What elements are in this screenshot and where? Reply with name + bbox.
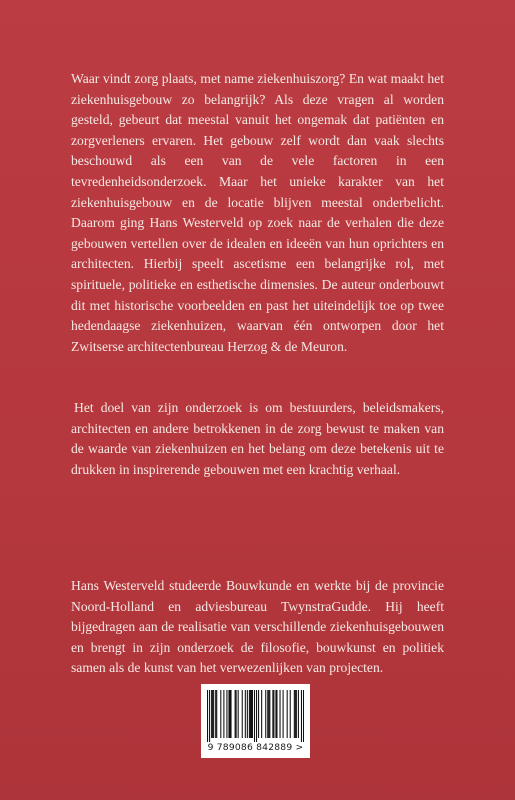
barcode-bar <box>279 690 280 738</box>
isbn-barcode <box>201 684 310 758</box>
barcode-bar <box>247 690 248 738</box>
blurb-paragraph-2: Het doel van zijn onderzoek is om bestuurders, beleidsmakers, architecten en andere betrokkenen in de zorg bewust te maken van de waarde van ziekenhuizen en het belang om deze betekenis uit te drukken in inspirerende gebouwen met een krachtig verhaal. <box>71 400 444 477</box>
barcode-bar <box>209 690 210 742</box>
barcode-bar <box>268 690 269 738</box>
barcode-bar <box>273 690 274 738</box>
barcode-bar <box>216 690 217 738</box>
barcode-bar <box>267 690 268 738</box>
author-bio-paragraph: Hans Westerveld studeerde Bouwkunde en werkte bij de provincie Noord-Holland en adviesbureau TwynstraGudde. Hij heeft bijgedragen aan de realisatie van verschillende ziekenhuisgebouwen en brengt in zijn onderzoek de filosofie, bouwkunst en politiek samen als de kunst van het verwezenlijken van projecten. <box>71 578 444 676</box>
barcode-bar <box>290 690 291 738</box>
barcode-bar <box>220 690 221 738</box>
barcode-bar <box>228 690 229 738</box>
barcode-bar <box>287 690 288 738</box>
barcode-bar <box>235 690 236 738</box>
barcode-bar <box>230 690 231 738</box>
barcode-bar <box>294 690 295 738</box>
barcode-bars <box>207 690 304 742</box>
barcode-bar <box>276 690 277 738</box>
barcode-bar <box>272 690 273 738</box>
barcode-bar <box>295 690 296 738</box>
barcode-bar <box>254 690 255 742</box>
barcode-bar <box>301 690 302 742</box>
barcode-bar <box>215 690 216 738</box>
barcode-bar <box>242 690 243 738</box>
barcode-bar <box>229 690 230 738</box>
barcode-bar <box>269 690 270 738</box>
barcode-bar <box>207 690 208 742</box>
barcode-bar <box>238 690 239 738</box>
barcode-bar <box>252 690 253 738</box>
barcode-bar <box>303 690 304 742</box>
blurb-paragraph-1: Waar vindt zorg plaats, met name ziekenhuiszorg? En wat maakt het ziekenhuisgebouw zo belangrijk? Als deze vragen al worden gesteld, gebeurt dat meestal vanuit het ongemak dat patiënten en zorgverleners ervaren. Het gebouw zelf wordt dan vaak slechts beschouwd als een van de vele factoren in een tevredenheidsonderzoek. Maar het unieke karakter van het ziekenhuisgebouw en de locatie blijven meestal onderbelicht. Daarom ging Hans Westerveld op zoek naar de verhalen die deze gebouwen vertellen over de idealen en ideeën van hun oprichters en architecten. Hierbij speelt ascetisme een belangrijke rol, met spirituele, politieke en esthetische dimensies. De auteur onderbouwt dit met historische voorbeelden en past het uiteindelijk toe op twee hedendaagse ziekenhuizen, waarvan één ontworpen door het Zwitserse architectenbureau Herzog & de Meuron. <box>71 71 444 354</box>
barcode-bar <box>226 690 227 738</box>
barcode-bar <box>245 690 246 738</box>
barcode-bar <box>223 690 224 738</box>
barcode-bar <box>211 690 212 738</box>
barcode-bar <box>249 690 250 738</box>
barcode-bar <box>236 690 237 738</box>
barcode-bar <box>251 690 252 738</box>
barcode-bar <box>298 690 299 738</box>
barcode-bar <box>258 690 259 738</box>
barcode-bar <box>261 690 262 738</box>
barcode-bar <box>212 690 213 738</box>
barcode-bar <box>275 690 276 738</box>
barcode-bar <box>296 690 297 738</box>
barcode-bar <box>283 690 284 738</box>
isbn-number: 9 789086 842889 > <box>207 742 304 753</box>
barcode-bar <box>250 690 251 738</box>
barcode-bar <box>265 690 266 738</box>
barcode-bar <box>213 690 214 738</box>
barcode-bar <box>256 690 257 742</box>
